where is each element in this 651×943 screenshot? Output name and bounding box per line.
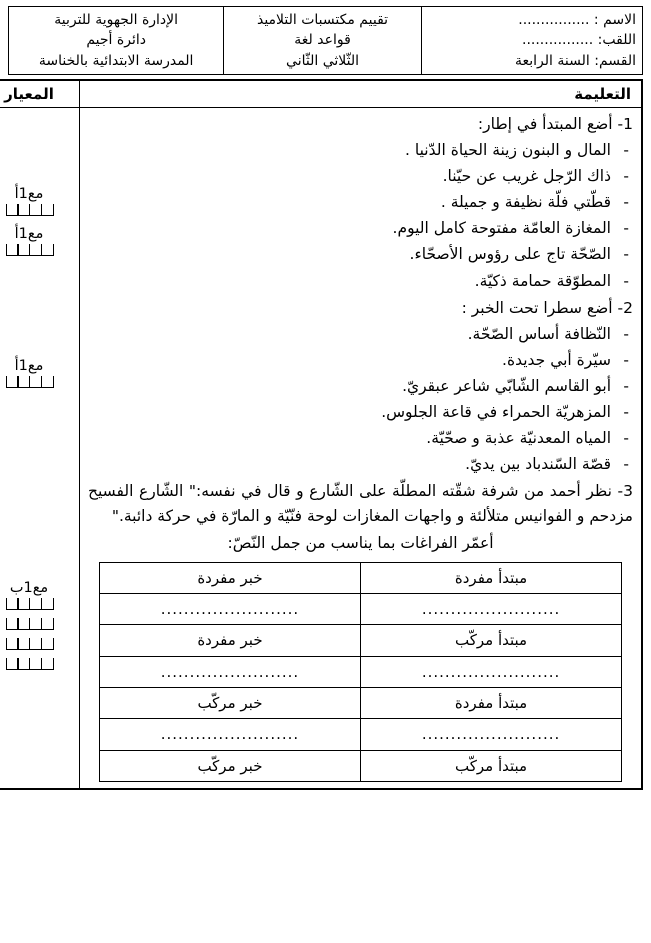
instructions-cell: [80, 107, 643, 789]
student-name-label: الاسم :: [593, 12, 636, 28]
score-box[interactable]: [29, 376, 42, 388]
score-boxes[interactable]: [3, 638, 55, 650]
criterion-block-3: [0, 358, 78, 388]
list-item: [88, 164, 633, 189]
score-box[interactable]: [6, 376, 19, 388]
criterion-label: مع1ب: [9, 579, 49, 596]
score-box[interactable]: [29, 658, 42, 670]
score-box[interactable]: [29, 244, 42, 256]
q2-item-2: أبو القاسم الشّابّي شاعر عبقريّ.: [402, 376, 611, 395]
student-class-value: السنة الرابعة: [515, 52, 590, 69]
answer-cell-right: مبتدأ مركّب: [361, 750, 622, 781]
score-box[interactable]: [17, 658, 30, 670]
criterion-block-1: [0, 186, 78, 216]
score-boxes[interactable]: [3, 244, 55, 256]
q3-instruction: أعمّر الفراغات بما يناسب من جمل النّصّ:: [227, 534, 494, 553]
school-line3: المدرسة الابتدائية بالخناسة: [38, 52, 194, 69]
answer-cell-right[interactable]: ........................: [361, 594, 622, 625]
dash-icon: -: [623, 324, 629, 343]
dash-icon: -: [623, 271, 629, 290]
table-row: [99, 750, 621, 781]
score-box[interactable]: [29, 638, 42, 650]
assessment-table: [0, 79, 643, 790]
table-row: [99, 656, 621, 687]
score-box[interactable]: [6, 618, 19, 630]
score-box[interactable]: [17, 638, 30, 650]
answer-header-right: مبتدأ مفردة: [361, 562, 622, 593]
score-box[interactable]: [41, 638, 54, 650]
answer-cell-left[interactable]: ........................: [99, 656, 360, 687]
q1-item-0: المال و البنون زينة الحياة الدّنيا .: [405, 141, 611, 159]
score-box[interactable]: [41, 376, 54, 388]
school-info-cell: [9, 7, 224, 75]
list-item: [88, 400, 633, 425]
score-boxes[interactable]: [3, 618, 55, 630]
score-box[interactable]: [29, 598, 42, 610]
list-item: [88, 322, 633, 347]
school-line2: دائرة أجيم: [86, 32, 146, 49]
score-box[interactable]: [41, 244, 54, 256]
score-box[interactable]: [17, 204, 30, 216]
header-instruction: التعليمة: [80, 80, 643, 108]
dash-icon: -: [623, 403, 629, 422]
student-identity-cell: [421, 7, 642, 75]
q1-item-4: الصّحّة تاج على رؤوس الأصحّاء.: [409, 245, 611, 264]
criterion-block-2: [0, 226, 78, 256]
header-table: [8, 6, 643, 75]
q2-title: 2- أضع سطرا تحت الخبر :: [461, 298, 633, 317]
list-item: [88, 452, 633, 477]
dash-icon: -: [623, 193, 629, 212]
exam-title-line3: الثّلاثي الثّاني: [286, 52, 359, 69]
dash-icon: -: [623, 429, 629, 448]
score-box[interactable]: [41, 658, 54, 670]
list-item: [88, 348, 633, 373]
list-item: [88, 269, 633, 294]
score-box[interactable]: [29, 204, 42, 216]
answer-cell-left: خبر مركّب: [99, 750, 360, 781]
score-boxes[interactable]: [3, 598, 55, 610]
dash-icon: -: [623, 219, 629, 238]
list-item: [88, 138, 633, 163]
q1-item-2: قطّتي فلّة نظيفة و جميلة .: [440, 193, 611, 212]
answer-cell-right: مبتدأ مركّب: [361, 625, 622, 656]
score-box[interactable]: [17, 376, 30, 388]
school-line1: الإدارة الجهوية للتربية: [54, 12, 179, 28]
score-box[interactable]: [29, 618, 42, 630]
answer-cell-right[interactable]: ........................: [361, 719, 622, 750]
q1-title: 1- أضع المبتدأ في إطار:: [477, 114, 633, 133]
dash-icon: -: [623, 455, 629, 474]
q2-item-4: المياه المعدنيّة عذبة و صحّيّة.: [426, 429, 611, 448]
answer-cell-left[interactable]: ........................: [99, 594, 360, 625]
criteria-cell: [0, 107, 80, 789]
student-class-label: القسم:: [594, 52, 636, 69]
score-boxes[interactable]: [3, 658, 55, 670]
score-box[interactable]: [41, 598, 54, 610]
criterion-label: مع1أ: [14, 357, 44, 374]
q2-item-5: قصّة السّندباد بين يديّ.: [465, 455, 611, 474]
list-item: [88, 426, 633, 451]
score-box[interactable]: [17, 618, 30, 630]
table-row: [0, 107, 642, 789]
q3-intro: 3- نظر أحمد من شرفة شقّته المطلّة على الشّارع و قال في نفسه:" الشّارع الفسيح مزدحم و الفوانيس متلألئة و واجهات المغازات لوحة فنّيّة و المارّة في حركة دائبة.": [88, 482, 633, 526]
exam-title-line1: تقييم مكتسبات التلاميذ: [256, 12, 389, 28]
table-row: [99, 594, 621, 625]
answer-cell-left: خبر مركّب: [99, 688, 360, 719]
score-box[interactable]: [6, 204, 19, 216]
score-box[interactable]: [17, 244, 30, 256]
score-boxes[interactable]: [3, 204, 55, 216]
q2-item-0: النّظافة أساس الصّحّة.: [467, 324, 611, 343]
answer-cell-right[interactable]: ........................: [361, 656, 622, 687]
q1-item-5: المطوّقة حمامة ذكيّة.: [474, 271, 611, 290]
header-criterion: المعيار: [0, 80, 80, 108]
score-box[interactable]: [6, 244, 19, 256]
answer-header-left: خبر مفردة: [99, 562, 360, 593]
q1-item-3: المغازة العامّة مفتوحة كامل اليوم.: [392, 219, 611, 238]
answer-cell-right: مبتدأ مفردة: [361, 688, 622, 719]
score-box[interactable]: [41, 618, 54, 630]
table-row: [99, 688, 621, 719]
criterion-label: مع1أ: [14, 225, 44, 242]
answer-table: [99, 562, 622, 782]
answer-cell-left: خبر مفردة: [99, 625, 360, 656]
dash-icon: -: [623, 167, 629, 186]
student-class-line: [428, 51, 636, 71]
q2-item-1: سيّرة أبي جديدة.: [502, 350, 611, 369]
answer-cell-left[interactable]: ........................: [99, 719, 360, 750]
score-box[interactable]: [41, 204, 54, 216]
student-surname-dots: ................: [522, 32, 594, 49]
exam-title-line2: قواعد لغة: [294, 32, 351, 49]
list-item: [88, 190, 633, 215]
score-boxes[interactable]: [3, 376, 55, 388]
q1-item-1: ذاك الرّجل غريب عن حيّنا.: [442, 167, 611, 186]
q2-item-3: المزهريّة الحمراء في قاعة الجلوس.: [381, 403, 611, 422]
score-box[interactable]: [6, 658, 19, 670]
dash-icon: -: [623, 376, 629, 395]
criterion-block-4: [0, 580, 78, 670]
dash-icon: -: [623, 141, 629, 159]
dash-icon: -: [623, 350, 629, 369]
dash-icon: -: [623, 245, 629, 264]
score-box[interactable]: [6, 598, 19, 610]
list-item: [88, 242, 633, 267]
table-header-row: [0, 80, 642, 108]
student-name-line: [428, 10, 636, 30]
student-name-dots: ................: [518, 12, 590, 28]
answer-table-header-row: [99, 562, 621, 593]
exam-title-cell: [224, 7, 421, 75]
list-item: [88, 374, 633, 399]
criterion-label: مع1أ: [14, 185, 44, 202]
student-surname-label: اللقب:: [597, 32, 636, 49]
table-row: [99, 625, 621, 656]
table-row: [99, 719, 621, 750]
score-box[interactable]: [6, 638, 19, 650]
student-surname-line: [428, 30, 636, 50]
score-box[interactable]: [17, 598, 30, 610]
list-item: [88, 216, 633, 241]
